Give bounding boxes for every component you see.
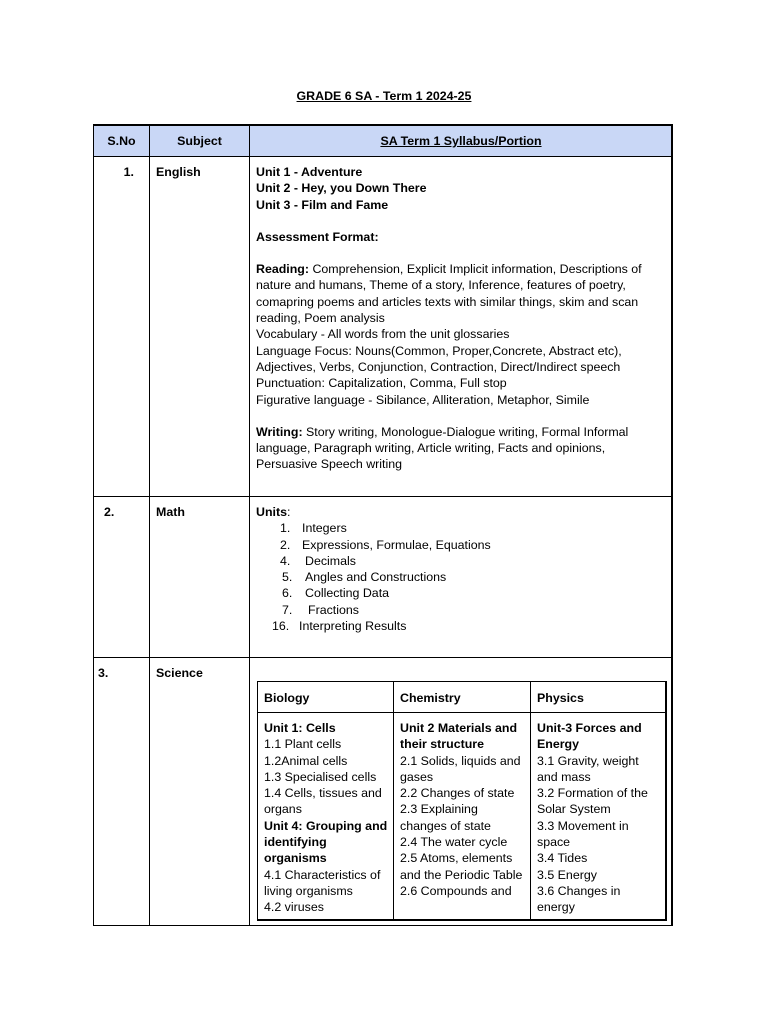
biology-unit-1: Unit 1: Cells	[264, 721, 336, 735]
biology-unit-4: Unit 4: Grouping and identifying organisms	[264, 818, 388, 866]
biology-heading: Biology	[264, 691, 310, 705]
list-item: 16. Interpreting Results	[272, 619, 407, 634]
list-item: 2. Expressions, Formulae, Equations	[280, 537, 491, 552]
english-portion	[256, 164, 668, 473]
english-figurative: Figurative language - Sibilance, Alliteration, Metaphor, Simile	[256, 392, 590, 407]
physics-heading: Physics	[537, 691, 584, 705]
english-punctuation: Punctuation: Capitalization, Comma, Full stop	[256, 376, 507, 391]
list-item: 2.2 Changes of state	[400, 786, 515, 801]
row-math-sno: 2.	[104, 505, 115, 519]
list-item: 2.4 The water cycle	[400, 835, 508, 850]
list-item: 2.1 Solids, liquids and gases	[400, 753, 521, 784]
physics-unit: Unit-3 Forces and Energy	[537, 721, 642, 752]
list-item: 4.1 Characteristics of living organisms	[264, 867, 381, 898]
english-vocabulary: Vocabulary - All words from the unit glossaries	[256, 327, 510, 342]
list-item: 2.3 Explaining changes of state	[400, 802, 491, 833]
chemistry-unit: Unit 2 Materials and their structure	[400, 721, 518, 752]
physics-column	[531, 682, 665, 919]
english-unit-1: Unit 1 - Adventure	[256, 165, 363, 179]
english-unit-2: Unit 2 - Hey, you Down There	[256, 181, 427, 196]
list-item: 3.6 Changes in energy	[537, 883, 621, 915]
row-math-subject: Math	[156, 505, 185, 519]
syllabus-table	[93, 124, 673, 926]
row-english-sno: 1.	[123, 165, 134, 179]
header-sno: S.No	[107, 134, 136, 148]
english-unit-3: Unit 3 - Film and Fame	[256, 197, 389, 212]
list-item: 3.5 Energy	[537, 867, 597, 882]
document-title: GRADE 6 SA - Term 1 2024-25	[296, 89, 472, 103]
list-item: 4.2 viruses	[264, 900, 324, 915]
list-item: 5. Angles and Constructions	[282, 570, 447, 585]
list-item: 1.1 Plant cells	[264, 737, 342, 752]
list-item: 4. Decimals	[280, 553, 356, 568]
list-item: 1. Integers	[280, 521, 347, 536]
list-item: 2.6 Compounds and	[400, 883, 512, 898]
list-item: 1.4 Cells, tissues and organs	[264, 786, 382, 817]
row-science-subject: Science	[156, 666, 203, 680]
list-item: 7. Fractions	[282, 602, 359, 617]
list-item: 6. Collecting Data	[282, 586, 390, 601]
list-item: 3.4 Tides	[537, 851, 588, 866]
row-science-sno: 3.	[98, 666, 109, 680]
list-item: 1.3 Specialised cells	[264, 769, 377, 784]
science-subtable	[257, 681, 667, 921]
math-units-list	[256, 520, 668, 634]
assessment-format-label: Assessment Format:	[256, 229, 379, 244]
row-english-subject: English	[156, 165, 201, 179]
list-item: 1.2Animal cells	[264, 753, 348, 768]
math-units-label: Units:	[256, 505, 291, 519]
english-language-focus: Language Focus: Nouns(Common, Proper,Concrete, Abstract etc), Adjectives, Verbs, Conjunction, Contraction, Direct/Indirect speech	[256, 343, 622, 374]
header-portion: SA Term 1 Syllabus/Portion	[380, 134, 542, 148]
list-item: 3.2 Formation of the Solar System	[537, 786, 648, 817]
biology-column	[258, 682, 393, 919]
header-subject: Subject	[177, 134, 222, 148]
chemistry-heading: Chemistry	[400, 691, 461, 705]
list-item: 2.5 Atoms, elements and the Periodic Table	[400, 851, 523, 882]
list-item: 3.3 Movement in space	[537, 818, 629, 850]
english-reading: Reading: Comprehension, Explicit Implicit information, Descriptions of nature and humans, Theme of a story, Inference, features of poetry, comapring poems and articles texts with similar things, skim and scan reading, Poem analysis	[256, 262, 642, 326]
math-portion	[256, 504, 668, 634]
chemistry-column	[394, 682, 530, 919]
english-writing: Writing: Story writing, Monologue-Dialogue writing, Formal Informal language, Paragraph writing, Article writing, Facts and opinions, Persuasive Speech writing	[256, 424, 629, 472]
list-item: 3.1 Gravity, weight and mass	[537, 753, 639, 784]
